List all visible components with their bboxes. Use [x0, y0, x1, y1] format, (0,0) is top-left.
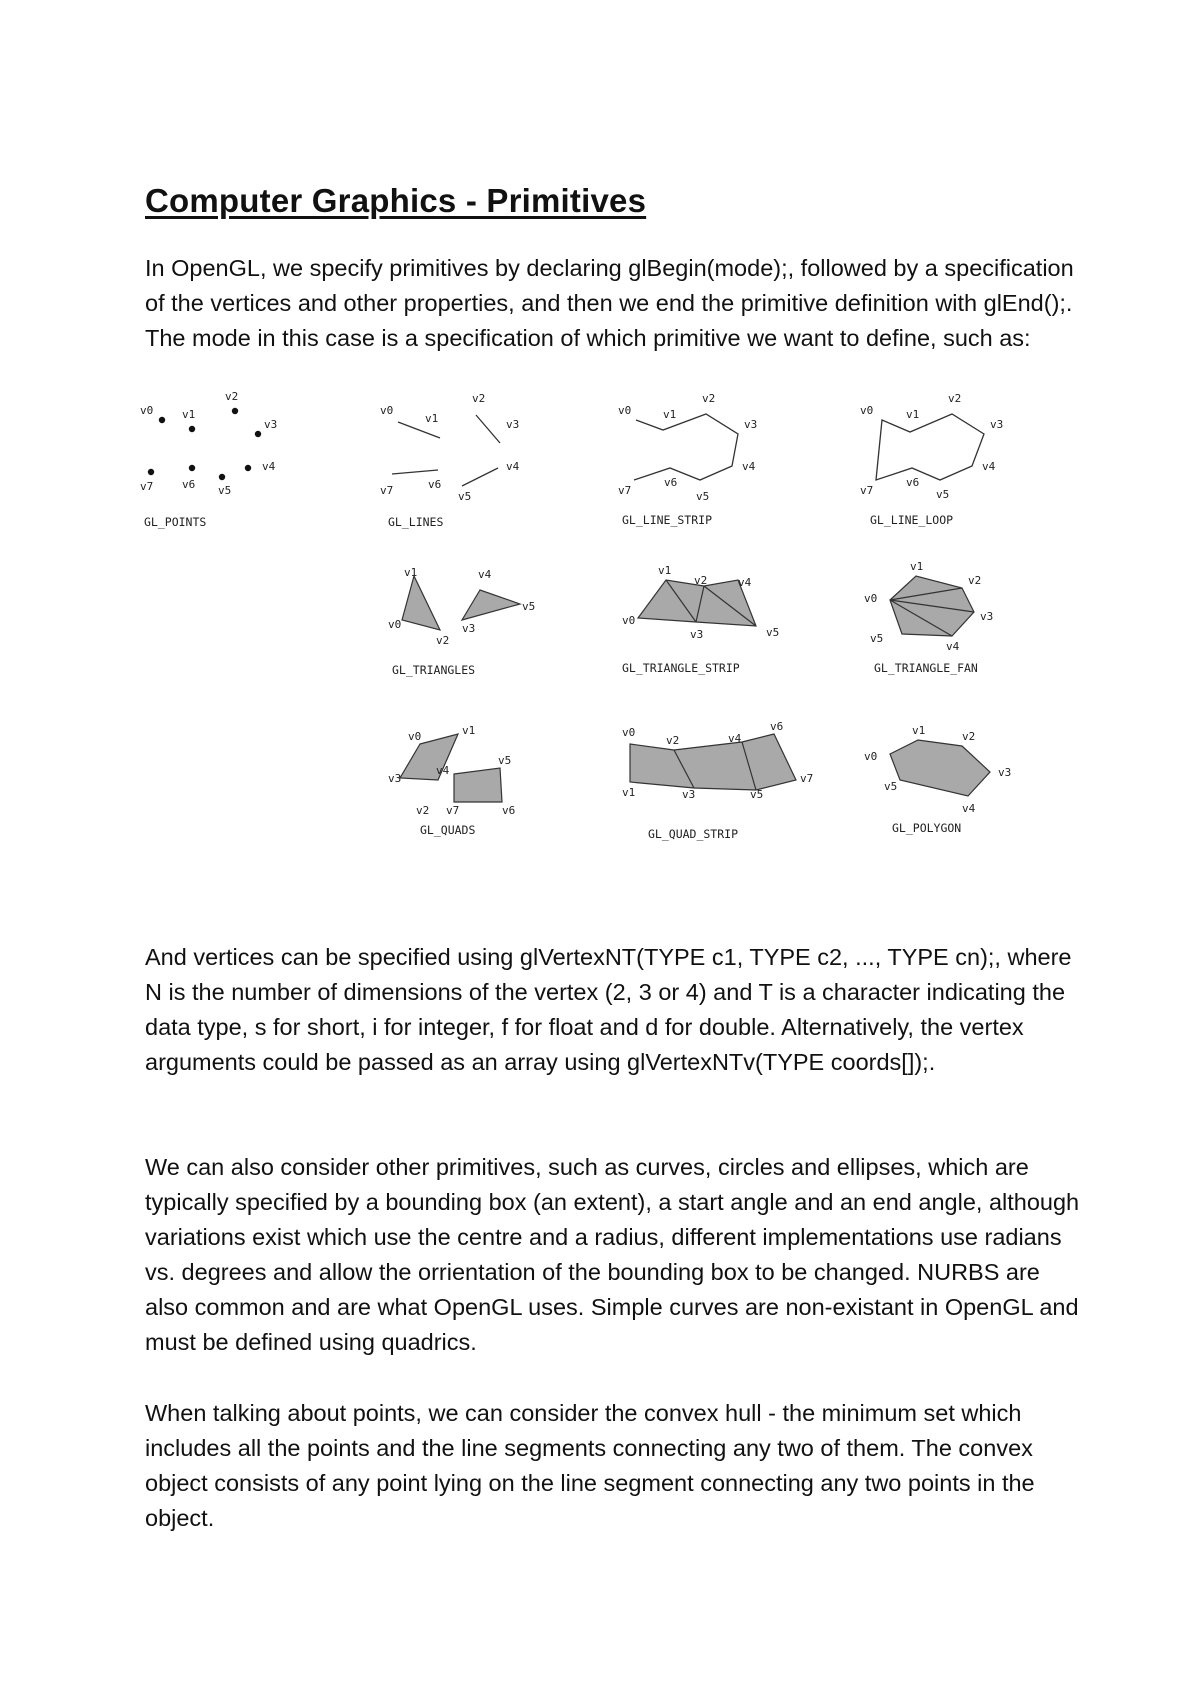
vertex-label: v5	[884, 780, 898, 793]
vertex-label: v1	[462, 724, 476, 737]
vertex-label: v3	[462, 622, 476, 635]
caption-gl-triangles: GL_TRIANGLES	[392, 663, 476, 677]
paragraph-curves: We can also consider other primitives, such as curves, circles and ellipses, which are typically specified by a bounding box (an extent), a start angle and an end angle, although variations exist which use the centre and a radius, different implementations use radians vs. degrees and allow the orrientation of the bounding box to be changed. NURBS are also common and are what OpenGL uses. Simple curves are non-existant in OpenGL and must be defined using quadrics.	[145, 1154, 1080, 1355]
vertex-label: v2	[948, 392, 962, 405]
vertex-label: v5	[936, 488, 950, 501]
panel-gl-triangle-strip	[622, 564, 779, 675]
vertex-label: v0	[622, 614, 636, 627]
vertex-label: v2	[666, 734, 680, 747]
vertex-dot	[189, 426, 195, 432]
caption-gl-line-strip: GL_LINE_STRIP	[622, 513, 713, 527]
panel-gl-quads	[388, 724, 515, 837]
vertex-dot	[159, 417, 165, 423]
panel-gl-quad-strip	[622, 720, 813, 841]
caption-gl-triangle-fan: GL_TRIANGLE_FAN	[874, 661, 978, 675]
primitives-diagram	[140, 390, 1080, 910]
vertex-dot	[189, 465, 195, 471]
vertex-label: v2	[702, 392, 716, 405]
primitives-figure	[140, 390, 1080, 910]
vertex-label: v5	[498, 754, 512, 767]
vertex-label: v1	[622, 786, 636, 799]
vertex-label: v0	[864, 750, 878, 763]
page-title: Computer Graphics - Primitives	[145, 182, 647, 219]
vertex-label: v5	[458, 490, 472, 503]
vertex-label: v1	[663, 408, 677, 421]
vertex-label: v3	[388, 772, 402, 785]
vertex-label: v6	[664, 476, 678, 489]
vertex-label: v1	[182, 408, 196, 421]
vertex-label: v3	[990, 418, 1004, 431]
paragraph-vertices: And vertices can be specified using glVertexNT(TYPE c1, TYPE c2, ..., TYPE cn);, where N is the number of dimensions of the vertex (2, 3 or 4) and T is a character indicating the data type, s for short, i for integer, f for float and d for double. Alternatively, the vertex arguments could be passed as an array using glVertexNTv(TYPE coords[]);.	[145, 944, 1072, 1075]
vertex-label: v2	[962, 730, 976, 743]
caption-gl-polygon: GL_POLYGON	[892, 821, 962, 835]
vertex-label: v3	[264, 418, 278, 431]
vertex-label: v4	[962, 802, 976, 815]
vertex-label: v7	[800, 772, 814, 785]
panel-gl-line-loop	[860, 392, 1003, 527]
vertex-label: v4	[262, 460, 276, 473]
vertex-label: v4	[478, 568, 492, 581]
vertex-label: v5	[218, 484, 232, 497]
vertex-label: v1	[906, 408, 920, 421]
vertex-label: v5	[696, 490, 710, 503]
vertex-label: v0	[618, 404, 632, 417]
vertex-label: v4	[738, 576, 752, 589]
vertex-label: v0	[622, 726, 636, 739]
paragraph-intro: In OpenGL, we specify primitives by declaring glBegin(mode);, followed by a specification of the vertices and other properties, and then we end the primitive definition with glEnd();. The mode in this case is a specification of which primitive we want to define, such as:	[145, 255, 1074, 351]
vertex-label: v4	[436, 764, 450, 777]
vertex-label: v5	[766, 626, 780, 639]
vertex-label: v1	[425, 412, 439, 425]
vertex-label: v7	[446, 804, 460, 817]
vertex-label: v5	[522, 600, 536, 613]
vertex-label: v0	[388, 618, 402, 631]
vertex-label: v3	[690, 628, 704, 641]
vertex-label: v1	[910, 560, 924, 573]
vertex-label: v7	[380, 484, 394, 497]
caption-gl-triangle-strip: GL_TRIANGLE_STRIP	[622, 661, 740, 675]
vertex-label: v2	[472, 392, 486, 405]
vertex-label: v2	[968, 574, 982, 587]
caption-gl-quads: GL_QUADS	[420, 823, 476, 837]
vertex-label: v3	[506, 418, 520, 431]
vertex-label: v2	[436, 634, 450, 647]
caption-gl-line-loop: GL_LINE_LOOP	[870, 513, 954, 527]
vertex-dot	[245, 465, 251, 471]
paragraph-convex-hull: When talking about points, we can consider the convex hull - the minimum set which includes all the points and the line segments connecting any two of them. The convex object consists of any point lying on the line segment connecting any two points in the object.	[145, 1400, 1035, 1531]
vertex-label: v0	[864, 592, 878, 605]
vertex-label: v1	[912, 724, 926, 737]
vertex-label: v7	[860, 484, 874, 497]
vertex-label: v6	[770, 720, 784, 733]
vertex-label: v7	[140, 480, 154, 493]
panel-gl-line-strip	[618, 392, 757, 527]
vertex-dot	[219, 474, 225, 480]
panel-gl-triangle-fan	[864, 560, 993, 675]
vertex-label: v4	[506, 460, 520, 473]
vertex-dot	[255, 431, 261, 437]
vertex-label: v0	[380, 404, 394, 417]
panel-gl-lines	[380, 392, 520, 529]
vertex-label: v2	[225, 390, 239, 403]
vertex-label: v6	[428, 478, 442, 491]
vertex-label: v7	[618, 484, 632, 497]
vertex-label: v1	[658, 564, 672, 577]
vertex-label: v4	[728, 732, 742, 745]
vertex-label: v4	[946, 640, 960, 653]
vertex-label: v0	[860, 404, 874, 417]
caption-gl-points: GL_POINTS	[144, 515, 207, 529]
vertex-label: v2	[694, 574, 708, 587]
vertex-label: v5	[870, 632, 884, 645]
vertex-label: v2	[416, 804, 430, 817]
vertex-label: v6	[182, 478, 196, 491]
vertex-dot	[232, 408, 238, 414]
panel-gl-points	[140, 390, 277, 529]
vertex-label: v3	[744, 418, 758, 431]
vertex-dot	[148, 469, 154, 475]
caption-gl-quad-strip: GL_QUAD_STRIP	[648, 827, 739, 841]
vertex-label: v6	[906, 476, 920, 489]
vertex-label: v0	[140, 404, 154, 417]
vertex-label: v3	[980, 610, 994, 623]
caption-gl-lines: GL_LINES	[388, 515, 444, 529]
vertex-label: v3	[682, 788, 696, 801]
vertex-label: v3	[998, 766, 1012, 779]
panel-gl-polygon	[864, 724, 1011, 835]
panel-gl-triangles	[388, 566, 535, 677]
vertex-label: v4	[742, 460, 756, 473]
vertex-label: v0	[408, 730, 422, 743]
vertex-label: v1	[404, 566, 418, 579]
vertex-label: v5	[750, 788, 764, 801]
vertex-label: v6	[502, 804, 516, 817]
vertex-label: v4	[982, 460, 996, 473]
